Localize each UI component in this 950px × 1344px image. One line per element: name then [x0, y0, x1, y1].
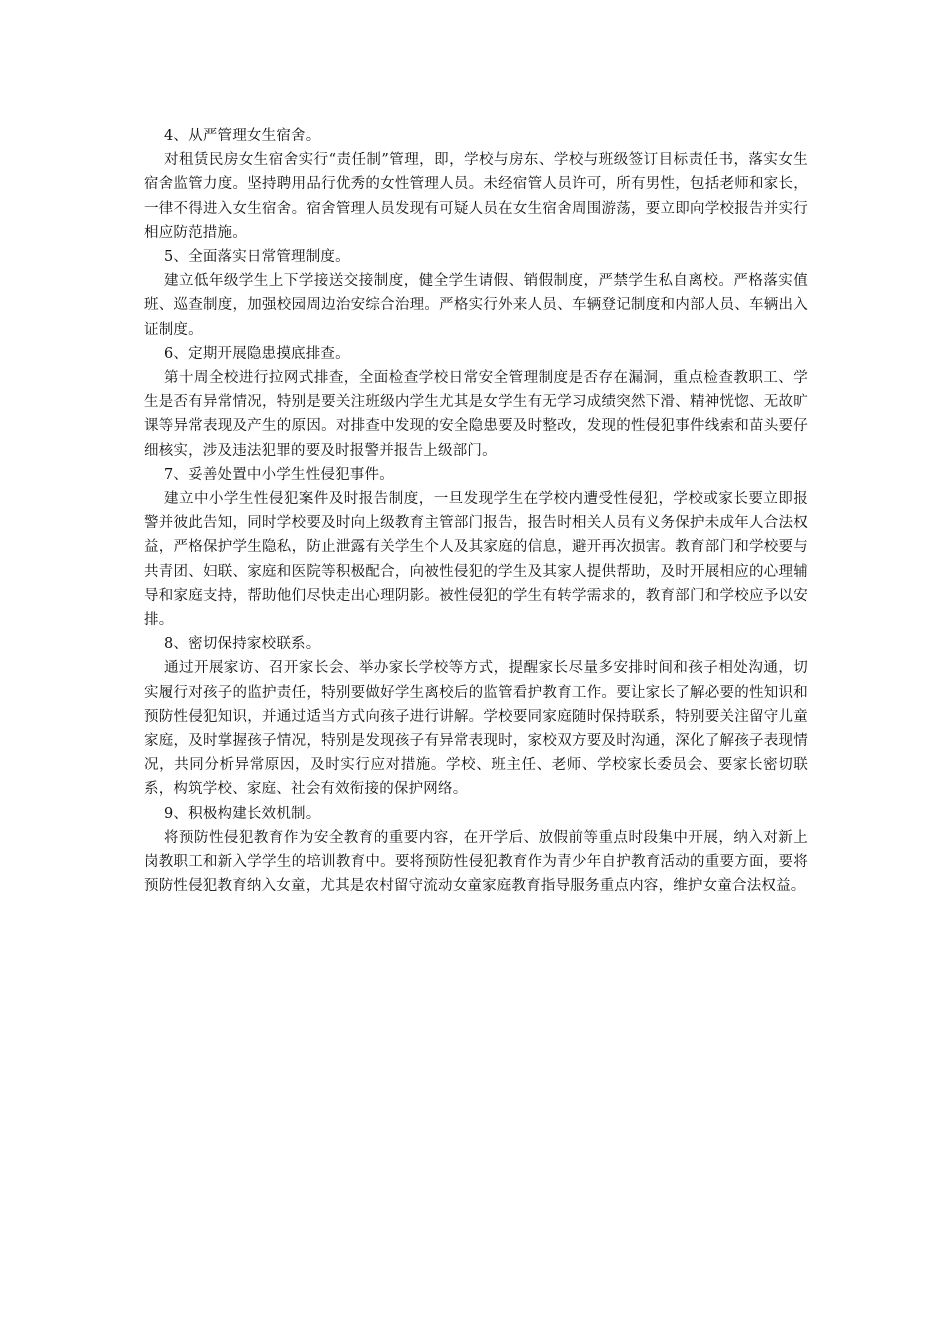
section-heading-4: 4、从严管理女生宿舍。 [164, 128, 321, 144]
section-body-5: 建立低年级学生上下学接送交接制度，健全学生请假、销假制度，严禁学生私自离校。严格落实值班、巡查制度，加强校园周边治安综合治理。严格实行外来人员、车辆登记制度和内部人员、车辆出入证制度。 [144, 273, 808, 338]
section-body-9: 将预防性侵犯教育作为安全教育的重要内容，在开学后、放假前等重点时段集中开展，纳入对新上岗教职工和新入学学生的培训教育中。要将预防性侵犯教育作为青少年自护教育活动的重要方面，要将预防性侵犯教育纳入女童，尤其是农村留守流动女童家庭教育指导服务重点内容，维护女童合法权益。 [144, 829, 808, 895]
section-body-6: 第十周全校进行拉网式排查，全面检查学校日常安全管理制度是否存在漏洞，重点检查教职工、学生是否有异常情况，特别是要关注班级内学生尤其是女学生有无学习成绩突然下滑、精神恍惚、无故旷课等异常表现及产生的原因。对排查中发现的安全隐患要及时整改，发现的性侵犯事件线索和苗头要仔细核实，涉及违法犯罪的要及时报警并报告上级部门。 [144, 370, 808, 459]
section-heading-6: 6、定期开展隐患摸底排查。 [164, 345, 350, 362]
section-heading-8: 8、密切保持家校联系。 [164, 636, 321, 653]
section-heading-9: 9、积极构建长效机制。 [164, 805, 321, 822]
section-body-7: 建立中小学生性侵犯案件及时报告制度，一旦发现学生在学校内遭受性侵犯，学校或家长要立即报警并彼此告知，同时学校要及时向上级教育主管部门报告，报告时相关人员有义务保护未成年人合法权益，严格保护学生隐私，防止泄露有关学生个人及其家庭的信息，避开再次损害。教育部门和学校要与共青团、妇联、家庭和医院等积极配合，向被性侵犯的学生及其家人提供帮助，及时开展相应的心理辅导和家庭支持，帮助他们尽快走出心理阴影。被性侵犯的学生有转学需求的，教育部门和学校应予以安排。 [144, 491, 808, 629]
section-body-8: 通过开展家访、召开家长会、举办家长学校等方式，提醒家长尽量多安排时间和孩子相处沟通，切实履行对孩子的监护责任，特别要做好学生离校后的监管看护教育工作。要让家长了解必要的性知识和预防性侵犯知识，并通过适当方式向孩子进行讲解。学校要同家庭随时保持联系，特别要关注留守儿童家庭，及时掌握孩子情况，特别是发现孩子有异常表现时，家校双方要及时沟通，深化了解孩子表现情况，共同分析异常原因，及时实行应对措施。学校、班主任、老师、学校家长委员会、要家长密切联系，构筑学校、家庭、社会有效衔接的保护网络。 [144, 660, 808, 798]
document-body [144, 124, 808, 899]
section-heading-5: 5、全面落实日常管理制度。 [164, 249, 350, 266]
section-heading-7: 7、妥善处置中小学生性侵犯事件。 [164, 466, 394, 483]
section-body-4: 对租赁民房女生宿舍实行“责任制”管理，即，学校与房东、学校与班级签订目标责任书，落实女生宿舍监管力度。坚持聘用品行优秀的女性管理人员。未经宿管人员许可，所有男性，包括老师和家长，一律不得进入女生宿舍。宿舍管理人员发现有可疑人员在女生宿舍周围游荡，要立即向学校报告并实行相应防范措施。 [144, 152, 808, 241]
